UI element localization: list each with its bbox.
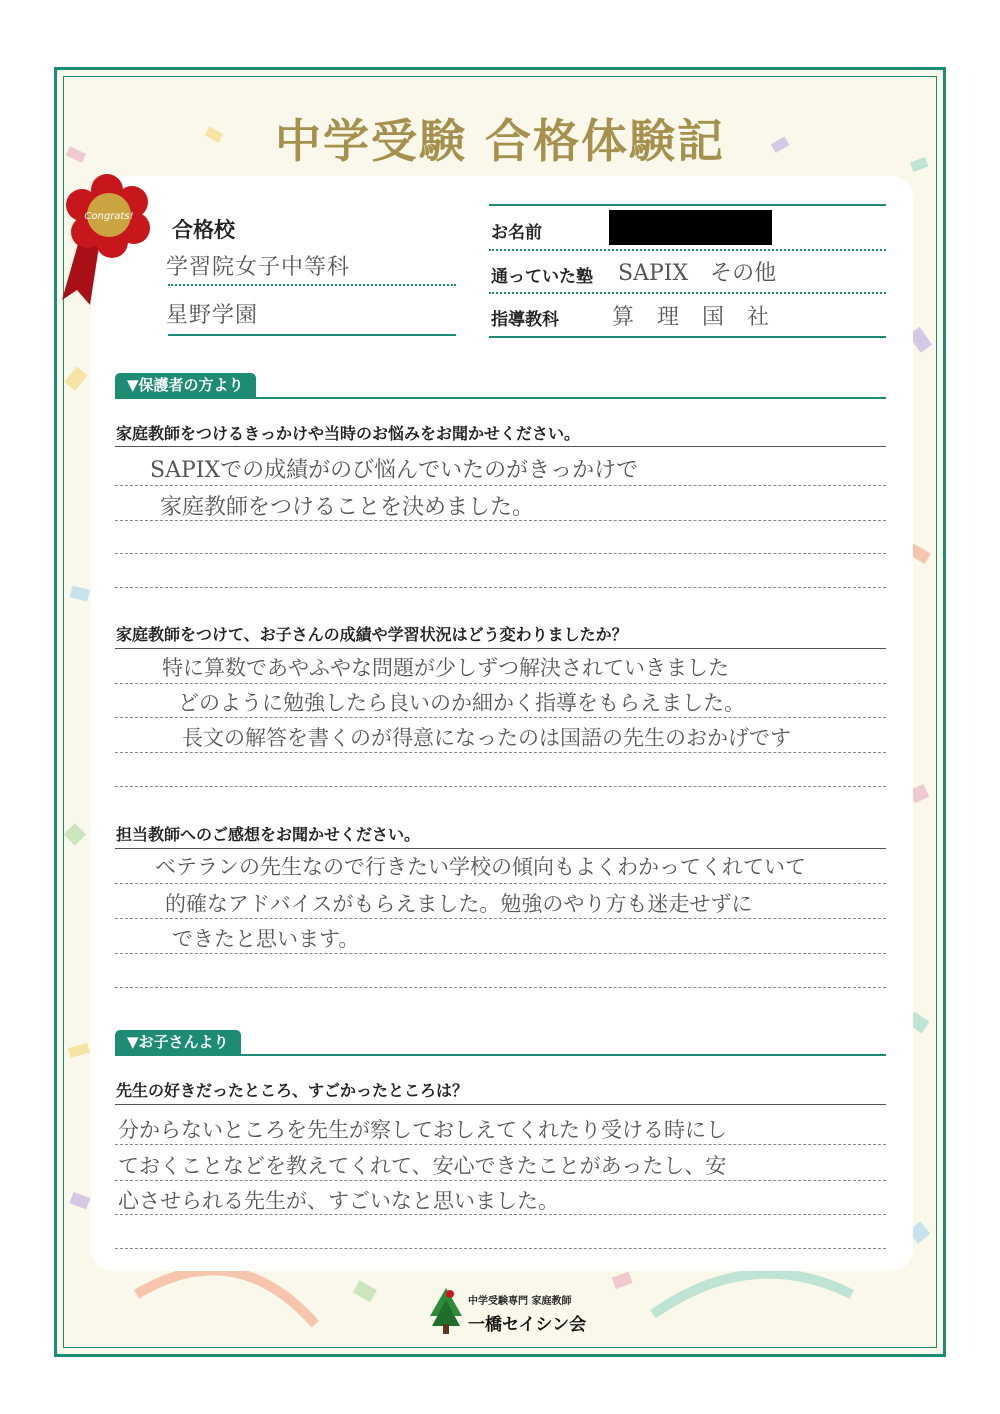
school-1: 学習院女子中等科 (166, 255, 351, 280)
answer-line (115, 752, 886, 753)
parent-answer-1-line-1: SAPIXでの成績がのび悩んでいたのがきっかけで (150, 458, 639, 483)
answer-line (115, 786, 886, 787)
answer-line (115, 1180, 886, 1181)
answer-line (115, 953, 886, 954)
parent-section-tab: ▼保護者の方より (115, 373, 256, 397)
subjects-label: 指導教科 (491, 310, 559, 330)
school-label: 合格校 (172, 218, 235, 242)
parent-answer-3-line-2: 的確なアドバイスがもらえました。勉強のやり方も迷走せずに (165, 892, 753, 916)
juku-divider (489, 292, 886, 294)
badge-text: Congrats! (84, 211, 134, 222)
info-bottom-line (489, 336, 886, 338)
name-label: お名前 (491, 223, 542, 243)
answer-line (115, 520, 886, 521)
child-answer-line-3: 心させられる先生が、すごいなと思いました。 (118, 1189, 559, 1213)
parent-question-1: 家庭教師をつけるきっかけや当時のお悩みをお聞かせください。 (116, 424, 581, 443)
footer-logo (428, 1286, 598, 1336)
answer-line (115, 1248, 886, 1249)
page-title: 中学受験 合格体験記 (274, 114, 725, 168)
redacted-name (609, 210, 772, 245)
parent-question-2: 家庭教師をつけて、お子さんの成績や学習状況はどう変わりましたか？ (116, 625, 628, 644)
answer-line (115, 1144, 886, 1145)
rosette-ribbon-icon (52, 160, 162, 310)
parent-answer-3-line-1: ベテランの先生なので行きたい学校の傾向もよくわかってくれていて (155, 855, 806, 879)
answer-line (115, 987, 886, 988)
parent-answer-1-line-2: 家庭教師をつけることを決めました。 (160, 495, 535, 520)
school-divider (168, 284, 456, 286)
name-divider (489, 249, 886, 251)
child-section-tab: ▼お子さんより (115, 1030, 241, 1054)
school-bottom-line (168, 334, 456, 336)
child-answer-line-1: 分からないところを先生が察しておしえてくれたり受ける時にし (118, 1118, 727, 1142)
q3-rule (115, 848, 886, 849)
answer-line (115, 683, 886, 684)
answer-line (115, 1214, 886, 1215)
juku-value: SAPIX その他 (618, 261, 777, 286)
footer-tagline: 中学受験専門 家庭教師 (468, 1296, 572, 1307)
parent-answer-2-line-3: 長文の解答を書くのが得意になったのは国語の先生のおかげです (182, 726, 791, 750)
parent-question-3: 担当教師へのご感想をお聞かせください。 (116, 825, 421, 844)
answer-line (115, 717, 886, 718)
child-q1-rule (115, 1104, 886, 1105)
footer-brand: 一橋セイシン会 (468, 1315, 587, 1335)
child-section-rule (115, 1054, 886, 1056)
answer-line (115, 553, 886, 554)
parent-section-rule (115, 397, 886, 399)
parent-answer-2-line-1: 特に算数であやふやな問題が少しずつ解決されていきました (162, 656, 729, 680)
q1-rule (115, 446, 886, 447)
juku-label: 通っていた塾 (491, 267, 593, 287)
q2-rule (115, 648, 886, 649)
tree-logo-icon (428, 1286, 464, 1336)
parent-answer-2-line-2: どのように勉強したら良いのか細かく指導をもらえました。 (178, 691, 745, 715)
child-answer-line-2: ておくことなどを教えてくれて、安心できたことがあったし、安 (118, 1154, 727, 1178)
parent-answer-3-line-3: できたと思います。 (172, 927, 360, 951)
child-question-1: 先生の好きだったところ、すごかったところは？ (116, 1081, 469, 1100)
school-2: 星野学園 (166, 303, 259, 328)
subjects-value: 算 理 国 社 (612, 305, 777, 330)
answer-line (115, 918, 886, 919)
answer-line (115, 587, 886, 588)
answer-line (115, 485, 886, 486)
answer-line (115, 883, 886, 884)
info-top-line (489, 204, 886, 206)
